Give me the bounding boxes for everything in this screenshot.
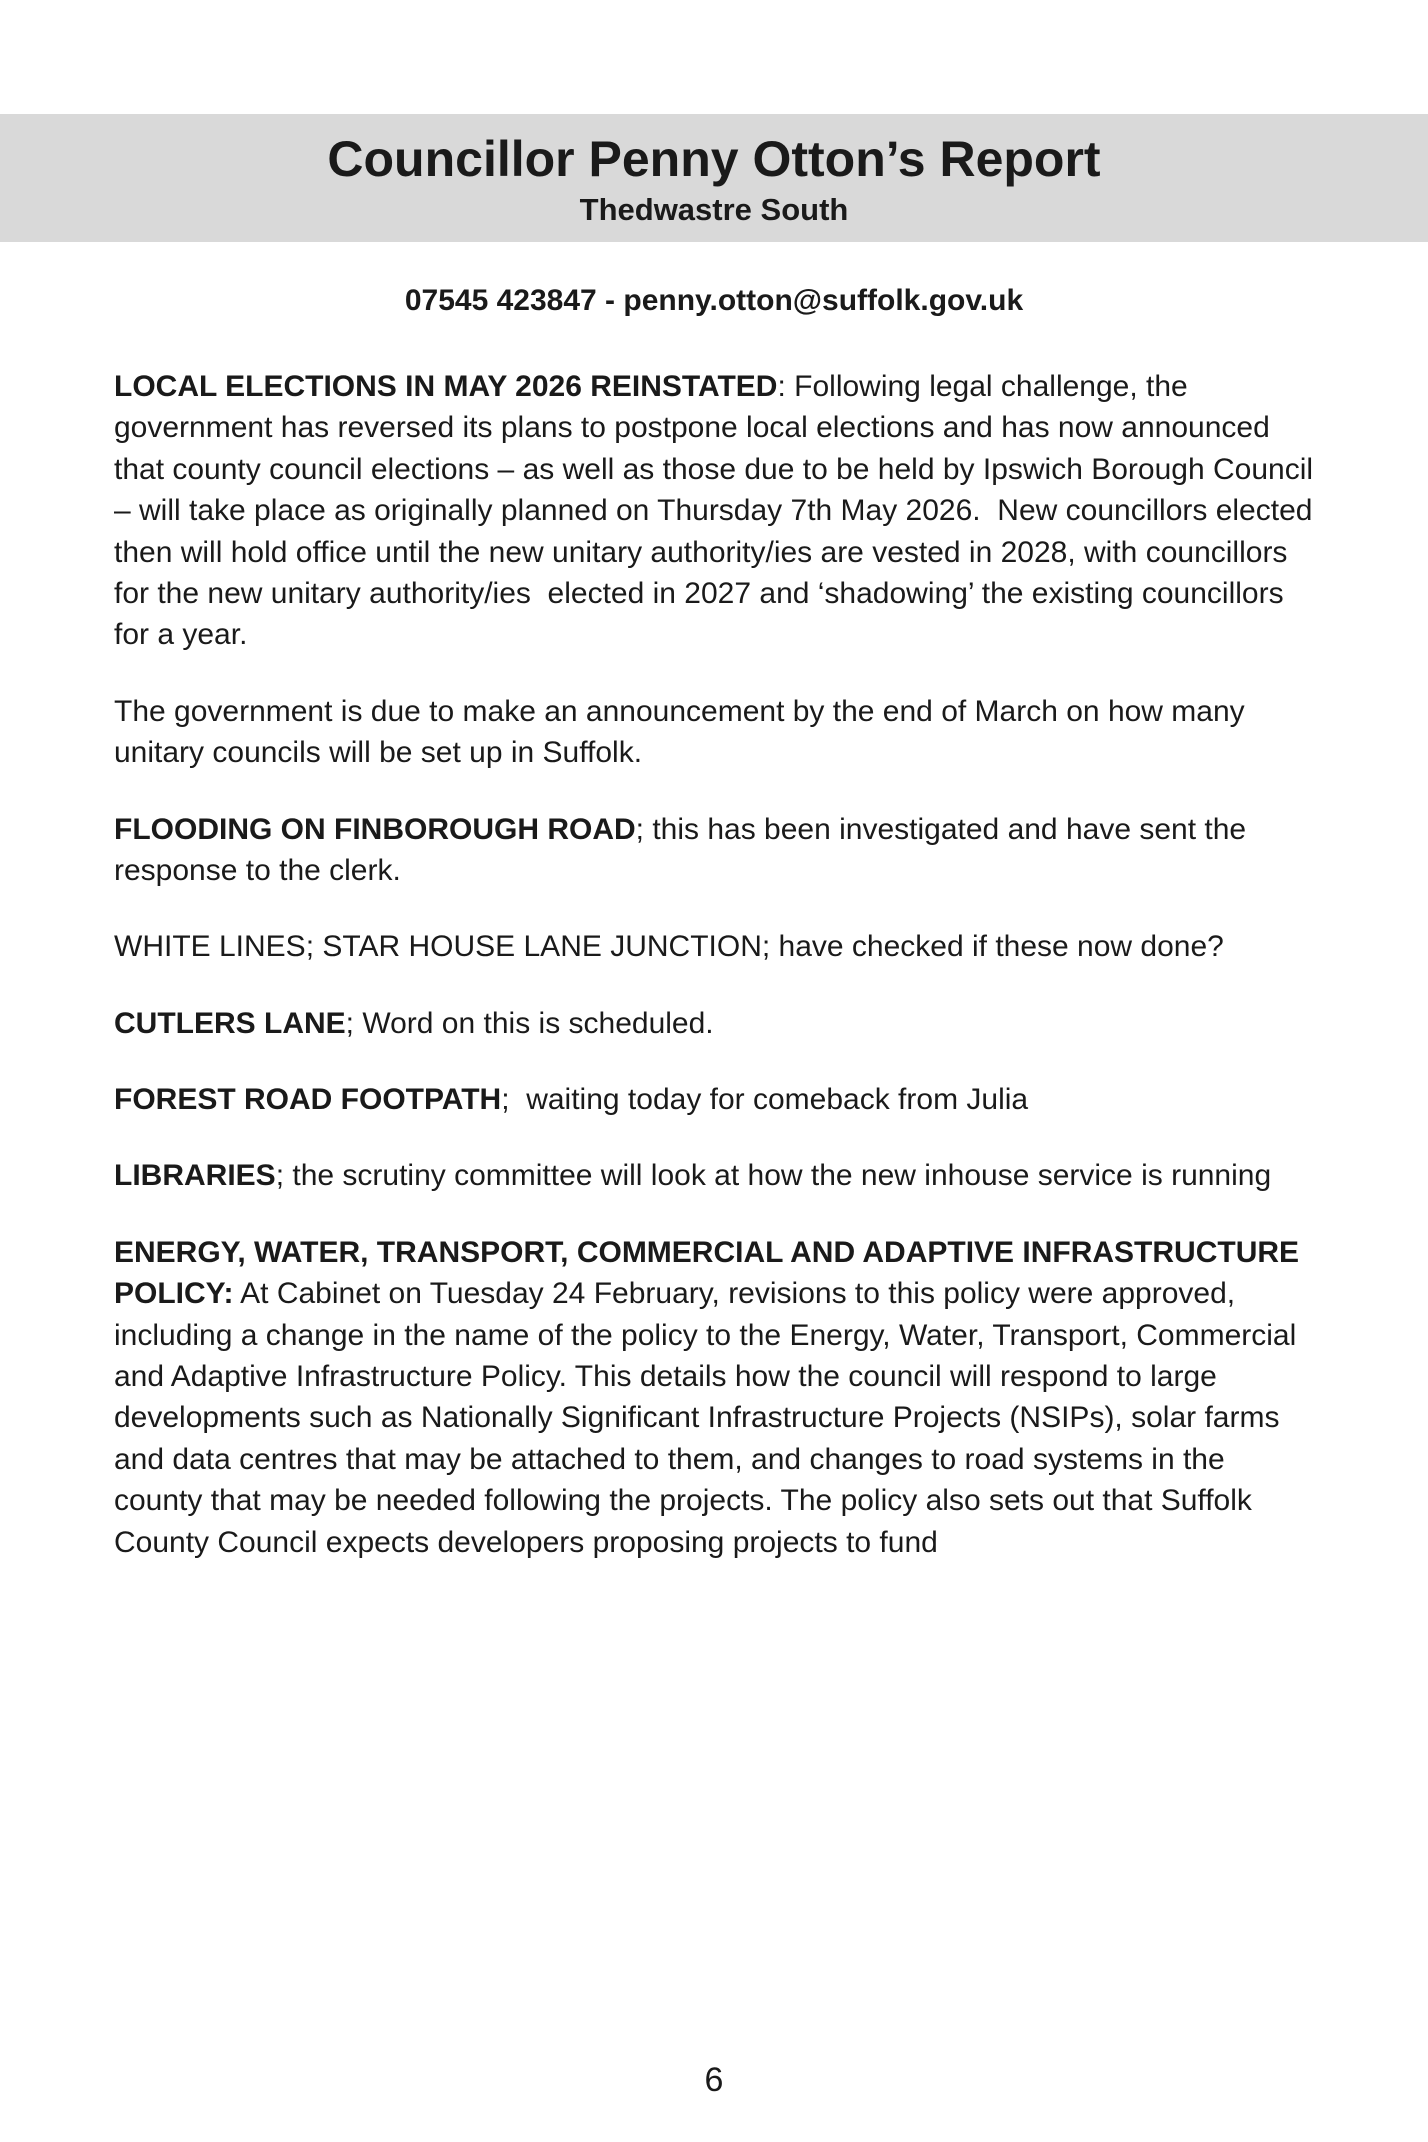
paragraph-heading: FLOODING ON FINBOROUGH ROAD xyxy=(114,812,636,846)
paragraph-cutlers-lane xyxy=(114,1003,1314,1044)
page-number: 6 xyxy=(704,2061,724,2099)
paragraph-text: At Cabinet on Tuesday 24 February, revisions to this policy were approved, including a change in the name of the policy to the Energy, Water, Transport, Commercial and Adaptive Infrastructure Policy. This details how the council will respond to large developments such as Nationally Significant Infrastructure Projects (NSIPs), solar farms and data centres that may be attached to them, and changes to road systems in the county that may be needed following the projects. The policy also sets out that Suffolk County Council expects developers proposing projects to fund xyxy=(114,1277,1305,1559)
paragraph-heading: LIBRARIES xyxy=(114,1159,276,1193)
report-header xyxy=(0,114,1428,242)
paragraph-text: WHITE LINES; STAR HOUSE LANE JUNCTION; have checked if these now done? xyxy=(114,930,1224,964)
paragraph-government-announcement xyxy=(114,691,1314,774)
paragraph-text: ; this has been investigated and have sent the response to the clerk. xyxy=(114,812,1255,887)
paragraph-text: The government is due to make an announcement by the end of March on how many unitary councils will be set up in Suffolk. xyxy=(114,694,1254,770)
paragraph-forest-road xyxy=(114,1079,1314,1120)
paragraph-libraries xyxy=(114,1155,1314,1196)
page-title: Councillor Penny Otton’s Report xyxy=(327,131,1101,187)
contact-line: 07545 423847 - penny.otton@suffolk.gov.uk xyxy=(404,284,1024,317)
paragraph-text: : Following legal challenge, the government has reversed its plans to postpone local elections and has now announced that county council elections – as well as those due to be held by Ipswich Borough Council – will take place as originally planned on Thursday 7th May 2026. New councillors elected then will hold office until the new unitary authority/ies are vested in 2028, with councillors for the new unitary authority/ies elected in 2027 and ‘shadowing’ the existing councillors for a year. xyxy=(114,370,1322,652)
paragraph-text: ; the scrutiny committee will look at how the new inhouse service is running xyxy=(275,1159,1272,1193)
paragraph-text: ; waiting today for comeback from Julia xyxy=(501,1083,1029,1117)
paragraph-heading: CUTLERS LANE xyxy=(114,1006,346,1040)
paragraph-text: ; Word on this is scheduled. xyxy=(345,1006,714,1040)
report-page xyxy=(0,114,1428,2142)
paragraph-flooding xyxy=(114,809,1314,892)
paragraph-heading: FOREST ROAD FOOTPATH xyxy=(114,1083,502,1117)
report-body xyxy=(0,284,1428,1563)
paragraph-local-elections xyxy=(114,366,1322,656)
paragraph-heading: LOCAL ELECTIONS IN MAY 2026 REINSTATED xyxy=(114,370,778,403)
paragraph-infrastructure-policy xyxy=(114,1232,1314,1563)
paragraph-heading: ENERGY, WATER, TRANSPORT, COMMERCIAL AND ADAPTIVE INFRASTRUCTURE POLICY: xyxy=(114,1235,1308,1311)
page-subtitle: Thedwastre South xyxy=(579,192,849,227)
paragraph-white-lines xyxy=(114,926,1314,967)
